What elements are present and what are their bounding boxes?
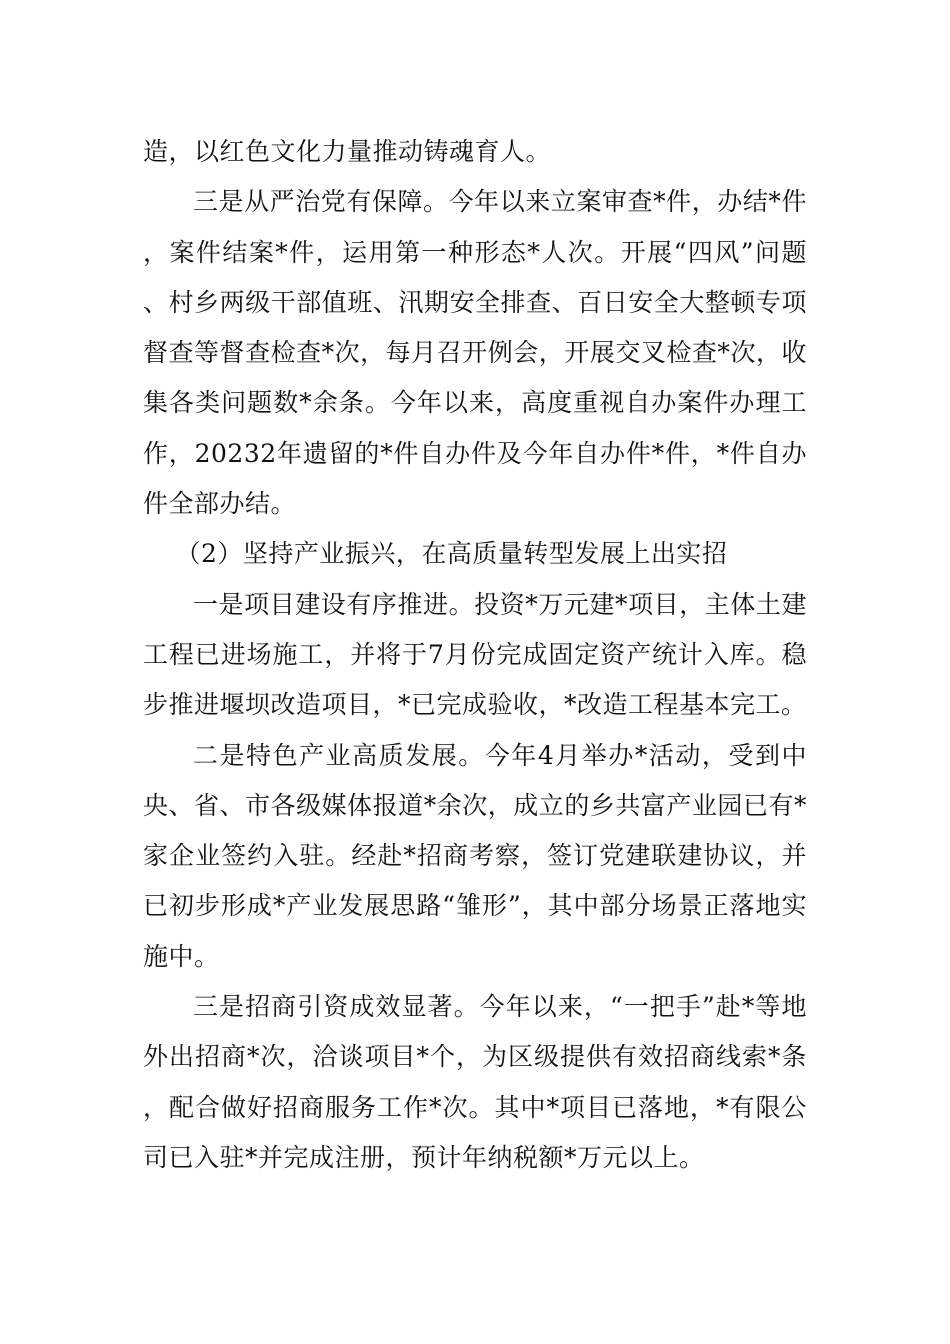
paragraph-party-discipline: 三是从严治党有保障。今年以来立案审查*件，办结*件，案件结案*件，运用第一种形态*人次。开展“四风”问题、村乡两级干部值班、汛期安全排查、百日安全大整顿专项督查等督查检查*次，每月召开例会，开展交叉检查*次，收集各类问题数*余条。今年以来，高度重视自办案件办理工作，20232年遗留的*件自办件及今年自办件*件，*件自办件全部办结。 xyxy=(143,187,807,519)
paragraph-project-construction: 一是项目建设有序推进。投资*万元建*项目，主体土建工程已进场施工，并将于7月份完成固定资产统计入库。稳步推进堰坝改造项目，*已完成验收，*改造工程基本完工。 xyxy=(143,589,807,720)
paragraph-continuation: 造，以红色文化力量推动铸魂育人。 xyxy=(143,137,552,166)
paragraph-investment-promotion: 三是招商引资成效显著。今年以来，“一把手”赴*等地外出招商*次，洽谈项目*个，为区级提供有效招商线索*条，配合做好招商服务工作*次。其中*项目已落地，*有限公司已入驻*并完成注册，预计年纳税额*万元以上。 xyxy=(143,992,807,1172)
section-heading-industry-revitalization: （2）坚持产业振兴，在高质量转型发展上出实招 xyxy=(175,539,728,569)
document-body xyxy=(143,127,807,1183)
paragraph-featured-industry: 二是特色产业高质发展。今年4月举办*活动，受到中央、省、市各级媒体报道*余次，成立的乡共富产业园已有*家企业签约入驻。经赴*招商考察，签订党建联建协议，并已初步形成*产业发展思路“雏形”，其中部分场景正落地实施中。 xyxy=(143,740,807,971)
